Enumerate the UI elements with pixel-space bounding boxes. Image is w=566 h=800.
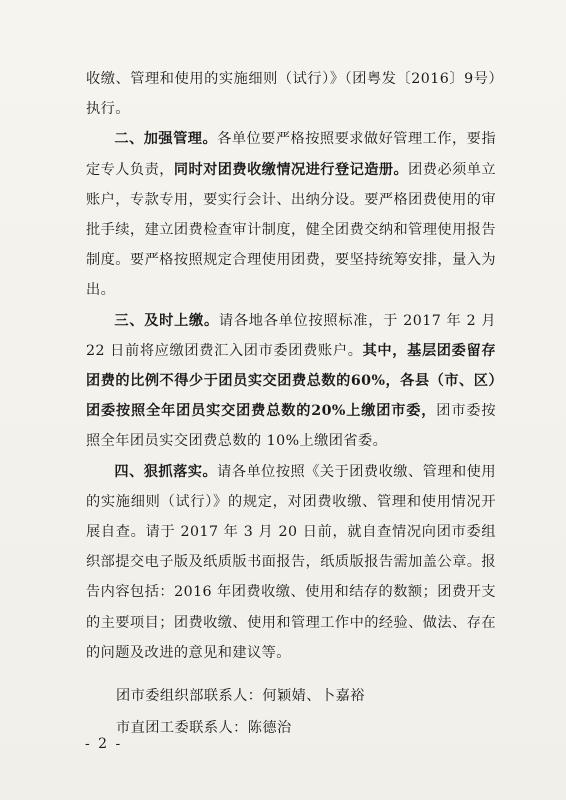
paragraph-3 [86,306,496,457]
paragraph-2 [86,124,496,305]
text-segment: 请各地各单位按照标准，于 2017 年 2 月 22 日前将应缴团费汇入团市委团费账户。 [86,312,497,359]
text-segment: 各单位要严格按照要求做好管理工作，要指定专人负责， [86,131,496,178]
bold-text-segment: 三、及时上缴。 [114,312,219,329]
text-segment: 团费必须单立账户，专款专用，要实行会计、出纳分设。要严格团费使用的审批手续，建立团费检查审计制度，健全团费交纳和管理使用报告制度。要严格按照规定合理使用团费，要坚持统筹安排，量入为出。 [86,161,497,299]
paragraph-1 [86,64,496,124]
document-body [86,64,496,668]
bold-text-segment: 四、狠抓落实。 [114,463,218,480]
text-segment: 请各单位按照《关于团费收缴、管理和使用的实施细则（试行）》的规定，对团费收缴、管理和使用情况开展自查。请于 2017 年 3 月 20 日前，就自查情况向团市委组织部提交电子版及纸质版书面报告，纸质版报告需加盖公章。报告内容包括：2016 年团费收缴、使用和结存的数额；团费开支的主要项目；团费收缴、使用和管理工作中的经验、做法、存在的问题及改进的意见和建议等。 [86,463,496,661]
contact-city-direct: 市直团工委联系人：陈德治 [116,720,292,736]
bold-text-segment: 同时对团费收缴情况进行登记造册。 [173,161,409,178]
contact-org-dept: 团市委组织部联系人：何颖婧、卜嘉裕 [116,688,365,704]
text-segment: 收缴、管理和使用的实施细则（试行）》（团粤发〔2016〕9号）执行。 [86,71,496,118]
text-segment: 团市委按照全年团员实交团费总数的 10%上缴团省委。 [86,403,496,450]
paragraph-4 [86,457,496,668]
contacts-block [116,680,496,744]
bold-text-segment: 其中，基层团委留存团费的比例不得少于团员实交团费总数的60%，各县（市、区）团委按照全年团员实交团费总数的20%上缴团市委， [86,342,496,420]
bold-text-segment: 二、加强管理。 [114,131,218,148]
page-number: - 2 - [85,736,123,752]
